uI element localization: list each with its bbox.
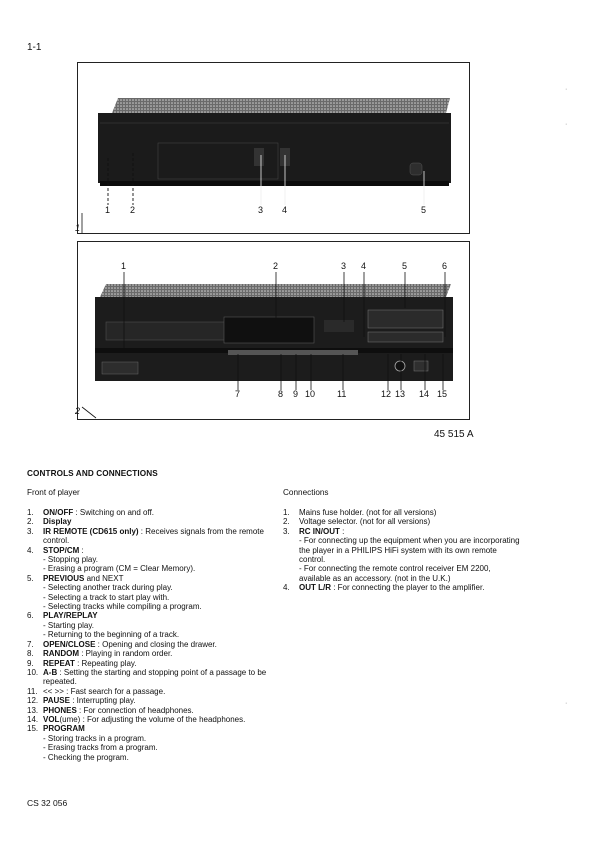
document-code: CS 32 056: [27, 798, 68, 808]
figure-1-label: 1: [75, 223, 81, 233]
item-subline: - Erasing a program (CM = Clear Memory).: [43, 564, 196, 574]
margin-mark: ·: [565, 121, 568, 128]
section-title: CONTROLS AND CONNECTIONS: [27, 469, 158, 478]
fig2-callout-12: 12: [381, 389, 392, 399]
fig1-callout-2: 2: [130, 205, 136, 215]
item-term: A-B: [43, 667, 58, 677]
item-subline: - Checking the program.: [43, 752, 129, 762]
item-term: REPEAT: [43, 658, 75, 668]
fig1-callout-3: 3: [258, 205, 264, 215]
item-text: Mains fuse holder. (not for all versions): [299, 508, 437, 517]
item-subline: - Returning to the beginning of a track.: [43, 630, 180, 640]
item-number: 5.: [27, 573, 34, 583]
fig2-callout-4: 4: [361, 261, 367, 271]
item-text: ON/OFF : Switching on and off.: [43, 508, 155, 517]
item-number: 10.: [27, 667, 39, 677]
figure-code: 45 515 A: [434, 429, 474, 440]
item-number: 9.: [27, 658, 34, 668]
item-text: Voltage selector. (not for all versions): [299, 517, 431, 527]
fig2-callout-8: 8: [278, 389, 284, 399]
list-item: [27, 696, 272, 705]
connections-title: Connections: [283, 488, 329, 497]
list-item: [27, 687, 272, 696]
list-item: [27, 668, 272, 687]
list-item: [283, 517, 523, 526]
figure-2-label: 2: [75, 406, 81, 416]
front-title: Front of player: [27, 488, 80, 497]
item-term: PREVIOUS: [43, 573, 85, 583]
list-item: [27, 574, 272, 612]
fig2-callout-1: 1: [121, 261, 127, 271]
list-item: [283, 583, 523, 592]
rear-view-illustration: [78, 63, 469, 233]
item-subline: - Selecting another track during play.: [43, 583, 173, 593]
list-item: [27, 659, 272, 668]
item-term: OUT L/R: [299, 583, 331, 593]
fig1-callout-5: 5: [421, 205, 427, 215]
list-item: [283, 527, 523, 583]
item-text: [43, 611, 98, 620]
fig2-callout-15: 15: [437, 389, 448, 399]
item-term: OPEN/CLOSE: [43, 639, 96, 649]
item-text: << >> : Fast search for a passage.: [43, 686, 166, 696]
item-number: 14.: [27, 714, 39, 724]
fig2-callout-14: 14: [419, 389, 430, 399]
item-term: STOP/CM: [43, 545, 80, 555]
item-number: 3.: [283, 526, 290, 536]
item-number: 3.: [27, 526, 34, 536]
item-text: RANDOM : Playing in random order.: [43, 649, 173, 659]
item-number: 15.: [27, 724, 39, 734]
front-controls-list: [27, 508, 272, 762]
list-item: [27, 546, 272, 574]
item-text: PHONES : For connection of headphones.: [43, 705, 194, 715]
figure-1: [77, 62, 470, 234]
item-term: VOL: [43, 714, 60, 724]
item-number: 13.: [27, 705, 39, 715]
item-number: 1.: [283, 508, 290, 517]
margin-mark: ·: [565, 86, 568, 93]
page-number: 1-1: [27, 42, 42, 53]
item-subline: - Storing tracks in a program.: [43, 733, 147, 743]
item-text: REPEAT : Repeating play.: [43, 658, 137, 668]
item-term: ON/OFF: [43, 508, 74, 517]
item-text: PAUSE : Interrupting play.: [43, 696, 136, 706]
item-text: STOP/CM :: [43, 545, 84, 555]
item-term: PAUSE: [43, 696, 70, 706]
item-subline: - For connecting the remote control receiver EM 2200, available as an accessory. (not in the U.K.): [299, 564, 491, 583]
list-item: [27, 649, 272, 658]
item-subline: - Erasing tracks from a program.: [43, 743, 158, 753]
item-term: RC IN/OUT: [299, 526, 340, 536]
list-item: [27, 706, 272, 715]
fig2-callout-5: 5: [402, 261, 408, 271]
item-term: IR REMOTE (CD615 only): [43, 526, 139, 536]
item-subline: - Starting play.: [43, 620, 94, 630]
item-number: 4.: [27, 545, 34, 555]
fig2-callout-9: 9: [293, 389, 299, 399]
fig2-callout-6: 6: [442, 261, 448, 271]
item-term: PLAY/REPLAY: [43, 611, 98, 621]
item-subline: - For connecting up the equipment when you are incorporating the player in a PHILIPS HiFi system with its own remote control.: [299, 536, 520, 565]
item-number: 11.: [27, 686, 38, 696]
item-term: RANDOM: [43, 649, 79, 659]
item-subline: - Stopping play.: [43, 555, 98, 565]
item-text: [43, 517, 71, 526]
item-text: RC IN/OUT :: [299, 526, 345, 536]
item-number: 2.: [27, 517, 34, 527]
list-item: [283, 508, 523, 517]
item-number: 6.: [27, 611, 34, 621]
fig2-callout-3: 3: [341, 261, 347, 271]
fig2-callout-10: 10: [305, 389, 316, 399]
list-item: [27, 611, 272, 639]
item-number: 4.: [283, 583, 290, 593]
fig2-callout-13: 13: [395, 389, 406, 399]
item-text: OPEN/CLOSE : Opening and closing the drawer.: [43, 639, 217, 649]
list-item: [27, 640, 272, 649]
list-item: [27, 517, 272, 526]
connections-list: [283, 508, 523, 593]
fig2-callout-2: 2: [273, 261, 279, 271]
item-number: 12.: [27, 696, 39, 706]
item-number: 1.: [27, 508, 34, 517]
list-item: [27, 527, 272, 546]
item-text: PREVIOUS and NEXT: [43, 573, 124, 583]
item-text: [43, 724, 85, 733]
item-text: IR REMOTE (CD615 only) : Receives signals from the remote control.: [43, 526, 264, 546]
item-term: Display: [43, 517, 72, 527]
item-text: OUT L/R : For connecting the player to the amplifier.: [299, 583, 485, 593]
list-item: [27, 715, 272, 724]
item-subline: - Selecting a track to start play with.: [43, 592, 170, 602]
item-subline: - Selecting tracks while compiling a program.: [43, 602, 202, 612]
item-term: PROGRAM: [43, 724, 85, 734]
item-number: 2.: [283, 517, 290, 527]
margin-mark: ·: [565, 700, 568, 707]
item-number: 8.: [27, 649, 34, 659]
list-item: [27, 724, 272, 762]
list-item: [27, 508, 272, 517]
figure-2: [77, 241, 470, 420]
fig1-callout-1: 1: [105, 205, 111, 215]
item-number: 7.: [27, 639, 34, 649]
fig1-callout-4: 4: [282, 205, 288, 215]
fig2-callout-7: 7: [235, 389, 241, 399]
item-text: VOL(ume) : For adjusting the volume of the headphones.: [43, 714, 246, 724]
item-text: A-B : Setting the starting and stopping point of a passage to be repeated.: [43, 667, 267, 687]
item-term: PHONES: [43, 705, 77, 715]
fig2-callout-11: 11: [337, 389, 347, 399]
